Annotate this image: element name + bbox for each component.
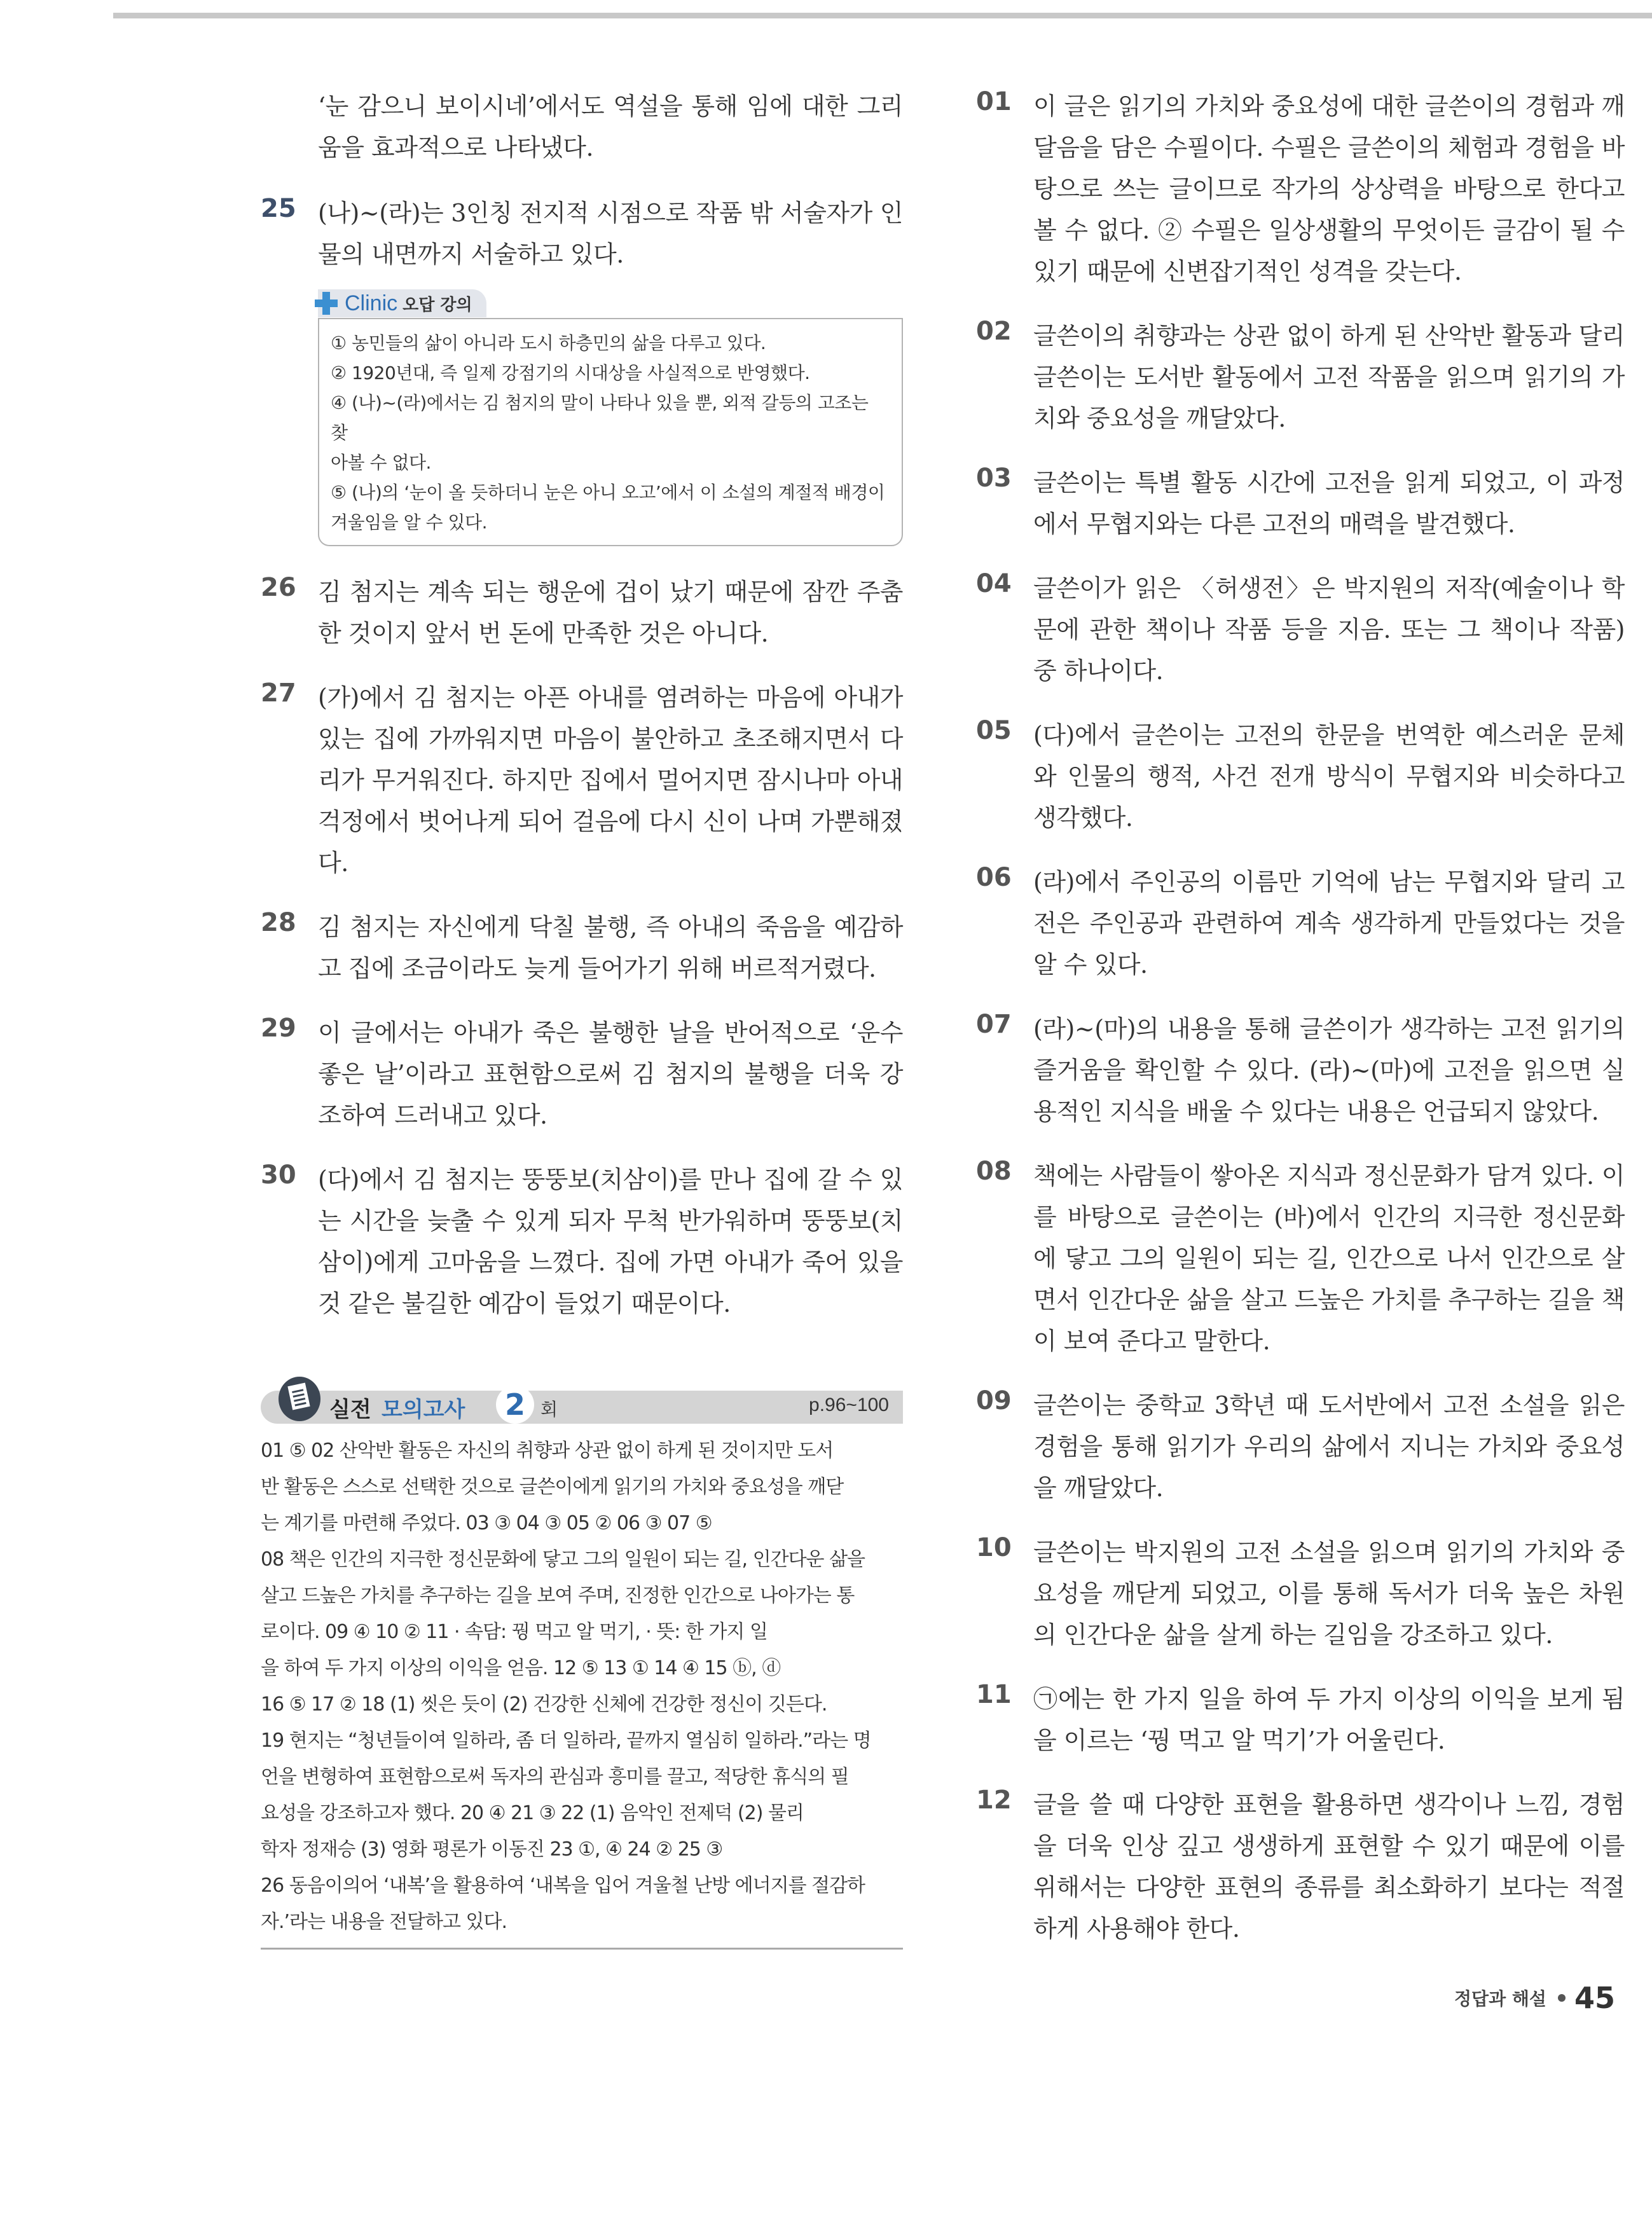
- entry-number: 08: [976, 1157, 1012, 1186]
- clinic-box: [318, 289, 903, 546]
- exam-answer-line: 08 책은 인간의 지극한 정신문화에 닿고 그의 일원이 되는 길, 인간다운 삶을: [261, 1548, 865, 1571]
- entry-number: 03: [976, 464, 1012, 493]
- answer-entry-06: [976, 862, 1625, 986]
- right-column: [976, 86, 1625, 1950]
- entry-number: 29: [261, 1014, 296, 1043]
- entry-number: 25: [261, 194, 296, 223]
- entry-number: 30: [261, 1160, 296, 1190]
- clinic-title: Clinic: [345, 291, 398, 315]
- clinic-line: ② 1920년대, 즉 일제 강점기의 시대상을 사실적으로 반영했다.: [331, 362, 810, 383]
- entry-text: ㉠에는 한 가지 일을 하여 두 가지 이상의 이익을 보게 됨을 이르는 ‘꿩 먹고 알 먹기’가 어울린다.: [1033, 1685, 1625, 1754]
- clinic-line: ① 농민들의 삶이 아니라 도시 하층민의 삶을 다루고 있다.: [331, 333, 766, 354]
- notepad-icon: [279, 1377, 320, 1421]
- exam-answer-line: 16 ⑤ 17 ② 18 (1) 씻은 듯이 (2) 건강한 신체에 건강한 정신이 깃든다.: [261, 1693, 827, 1716]
- intro-text: ‘눈 감으니 보이시네’에서도 역설을 통해 임에 대한 그리움을 효과적으로 나타냈다.: [318, 92, 903, 162]
- entry-text: (라)에서 주인공의 이름만 기억에 남는 무협지와 달리 고전은 주인공과 관련하여 계속 생각하게 만들었다는 것을 알 수 있다.: [1033, 868, 1625, 979]
- intro-paragraph: [261, 86, 903, 169]
- entry-text: (다)에서 김 첨지는 뚱뚱보(치삼이)를 만나 집에 갈 수 있는 시간을 늦출 수 있게 되자 무척 반가워하며 뚱뚱보(치삼이)에게 고마움을 느꼈다. 집에 가면 아내가 죽어 있을 것 같은 불길한 예감이 들었기 때문이다.: [318, 1166, 903, 1318]
- entry-text: (가)에서 김 첨지는 아픈 아내를 염려하는 마음에 아내가 있는 집에 가까워지면 마음이 불안하고 초조해지면서 다리가 무거워진다. 하지만 집에서 멀어지면 잠시나마 아내 걱정에서 벗어나게 되어 걸음에 다시 신이 나며 가뿐해졌다.: [318, 684, 903, 877]
- exam-answer-line: 살고 드높은 가치를 추구하는 길을 보여 주며, 진정한 인간으로 나아가는 통: [261, 1585, 855, 1607]
- entry-text: 글을 쓸 때 다양한 표현을 활용하면 생각이나 느낌, 경험을 더욱 인상 깊고 생생하게 표현할 수 있기 때문에 이를 위해서는 다양한 표현의 종류를 최소화하기 보다는 적절하게 사용해야 한다.: [1033, 1791, 1625, 1943]
- exam-answer-line: 언을 변형하여 표현함으로써 독자의 관심과 흥미를 끌고, 적당한 휴식의 필: [261, 1766, 849, 1788]
- exam-answer-line: 자.’라는 내용을 전달하고 있다.: [261, 1911, 507, 1933]
- answer-entry-05: [976, 715, 1625, 839]
- entry-text: 책에는 사람들이 쌓아온 지식과 정신문화가 담겨 있다. 이를 바탕으로 글쓴이는 (바)에서 인간의 지극한 정신문화에 닿고 그의 일원이 되는 길, 인간으로 나서 인간으로 살면서 인간다운 삶을 살고 드높은 가치를 추구하는 길을 책이 보여 준다고 말한다.: [1033, 1162, 1625, 1355]
- entry-number: 02: [976, 317, 1012, 346]
- exam-answer-line: 을 하여 두 가지 이상의 이익을 얻음. 12 ⑤ 13 ① 14 ④ 15 ⓑ, ⓓ: [261, 1657, 781, 1679]
- practice-exam-answers: [261, 1377, 903, 1950]
- answer-entry-08: [976, 1155, 1625, 1362]
- clinic-subtitle: 오답 강의: [403, 295, 472, 315]
- entry-text: (라)~(마)의 내용을 통해 글쓴이가 생각하는 고전 읽기의 즐거움을 확인할 수 있다. (라)~(마)에 고전을 읽으면 실용적인 지식을 배울 수 있다는 내용은 언급되지 않았다.: [1033, 1015, 1625, 1125]
- answer-entry-27: [261, 677, 903, 884]
- clinic-tab: [318, 289, 486, 317]
- answer-entry-10: [976, 1532, 1625, 1656]
- answer-entry-04: [976, 568, 1625, 692]
- exam-suffix: 회: [540, 1399, 558, 1420]
- entry-number: 01: [976, 87, 1012, 116]
- clinic-line: ④ (나)~(라)에서는 김 첨지의 말이 나타나 있을 뿐, 외적 갈등의 고조는 찾: [331, 392, 869, 443]
- entry-number: 28: [261, 908, 296, 937]
- entry-text: 글쓴이가 읽은 〈허생전〉은 박지원의 저작(예술이나 학문에 관한 책이나 작품 등을 지음. 또는 그 책이나 작품) 중 하나이다.: [1033, 574, 1625, 685]
- entry-number: 07: [976, 1010, 1012, 1039]
- entry-text: 이 글에서는 아내가 죽은 불행한 날을 반어적으로 ‘운수 좋은 날’이라고 표현함으로써 김 첨지의 불행을 더욱 강조하여 드러내고 있다.: [318, 1019, 903, 1129]
- exam-number: 2: [496, 1386, 534, 1424]
- entry-text: 김 첨지는 자신에게 닥칠 불행, 즉 아내의 죽음을 예감하고 집에 조금이라도 늦게 들어가기 위해 버르적거렸다.: [318, 913, 903, 982]
- entry-text: 글쓴이의 취향과는 상관 없이 하게 된 산악반 활동과 달리 글쓴이는 도서반 활동에서 고전 작품을 읽으며 읽기의 가치와 중요성을 깨달았다.: [1033, 322, 1625, 432]
- exam-answer-line: 로이다. 09 ④ 10 ② 11 · 속담: 꿩 먹고 알 먹기, · 뜻: 한 가지 일: [261, 1621, 767, 1643]
- exam-answer-line: 요성을 강조하고자 했다. 20 ④ 21 ③ 22 (1) 음악인 전제덕 (2) 물리: [261, 1802, 804, 1824]
- exam-answer-line: 26 동음이의어 ‘내복’을 활용하여 ‘내복을 입어 겨울철 난방 에너지를 절감하: [261, 1875, 865, 1897]
- answer-entry-03: [976, 462, 1625, 545]
- exam-name: 모의고사: [382, 1397, 465, 1422]
- answer-entry-01: [976, 86, 1625, 293]
- exam-answer-line: 반 활동은 스스로 선택한 것으로 글쓴이에게 읽기의 가치와 중요성을 깨닫: [261, 1476, 844, 1498]
- clinic-line: ⑤ (나)의 ‘눈이 올 듯하더니 눈은 아니 오고’에서 이 소설의 계절적 배경이: [331, 482, 885, 503]
- bullet-icon: [1558, 1994, 1566, 2002]
- answer-entry-02: [976, 315, 1625, 439]
- entry-number: 09: [976, 1386, 1012, 1415]
- plus-icon: [313, 290, 340, 317]
- entry-number: 06: [976, 863, 1012, 892]
- entry-text: 글쓴이는 박지원의 고전 소설을 읽으며 읽기의 가치와 중요성을 깨닫게 되었고, 이를 통해 독서가 더욱 높은 차원의 인간다운 삶을 살게 하는 길임을 강조하고 있다.: [1033, 1538, 1625, 1649]
- entry-text: 이 글은 읽기의 가치와 중요성에 대한 글쓴이의 경험과 깨달음을 담은 수필이다. 수필은 글쓴이의 체험과 경험을 바탕으로 쓰는 글이므로 작가의 상상력을 바탕으로 한다고 볼 수 없다. ② 수필은 일상생활의 무엇이든 글감이 될 수 있기 때문에 신변잡기적인 성격을 갖는다.: [1033, 92, 1625, 286]
- clinic-content: [318, 318, 903, 546]
- answer-entry-28: [261, 907, 903, 989]
- answer-entry-07: [976, 1008, 1625, 1132]
- answer-entry-30: [261, 1159, 903, 1325]
- exam-header: [261, 1377, 903, 1428]
- exam-answer-line: 는 계기를 마련해 주었다. 03 ③ 04 ③ 05 ② 06 ③ 07 ⑤: [261, 1512, 712, 1534]
- entry-text: 글쓴이는 특별 활동 시간에 고전을 읽게 되었고, 이 과정에서 무협지와는 다른 고전의 매력을 발견했다.: [1033, 469, 1625, 538]
- entry-number: 05: [976, 716, 1012, 745]
- entry-number: 04: [976, 569, 1012, 598]
- entry-number: 12: [976, 1786, 1012, 1815]
- page-footer: [1454, 1981, 1615, 2015]
- page-number: 45: [1574, 1981, 1615, 2015]
- exam-label: 실전: [329, 1397, 371, 1422]
- entry-text: 김 첨지는 계속 되는 행운에 겁이 났기 때문에 잠깐 주춤한 것이지 앞서 번 돈에 만족한 것은 아니다.: [318, 578, 903, 647]
- answer-entry-11: [976, 1679, 1625, 1761]
- entry-text: 글쓴이는 중학교 3학년 때 도서반에서 고전 소설을 읽은 경험을 통해 읽기가 우리의 삶에서 지니는 가치와 중요성을 깨달았다.: [1033, 1391, 1625, 1502]
- exam-answer-line: 01 ⑤ 02 산악반 활동은 자신의 취향과 상관 없이 하게 된 것이지만 도서: [261, 1440, 834, 1462]
- clinic-line: 아볼 수 없다.: [331, 452, 431, 473]
- answer-entry-09: [976, 1385, 1625, 1509]
- entry-number: 27: [261, 678, 296, 708]
- exam-page-range: p.96~100: [809, 1394, 889, 1415]
- exam-answer-line: 19 현지는 “청년들이여 일하라, 좀 더 일하라, 끝까지 열심히 일하라.”라는 명: [261, 1730, 871, 1752]
- clinic-line: 겨울임을 알 수 있다.: [331, 512, 487, 533]
- entry-text: (다)에서 글쓴이는 고전의 한문을 번역한 예스러운 문체와 인물의 행적, 사건 전개 방식이 무협지와 비슷하다고 생각했다.: [1033, 721, 1625, 832]
- entry-number: 11: [976, 1680, 1012, 1709]
- answer-entry-12: [976, 1784, 1625, 1950]
- answer-entry-26: [261, 572, 903, 654]
- answer-entry-29: [261, 1012, 903, 1136]
- top-rule: [113, 13, 1652, 18]
- answer-entry-25: [261, 193, 903, 275]
- left-column: [261, 86, 903, 1325]
- footer-label: 정답과 해설: [1454, 1988, 1546, 2009]
- exam-answer-line: 학자 정재승 (3) 영화 평론가 이동진 23 ①, ④ 24 ② 25 ③: [261, 1838, 723, 1861]
- entry-text: (나)~(라)는 3인칭 전지적 시점으로 작품 밖 서술자가 인물의 내면까지 서술하고 있다.: [318, 199, 903, 268]
- entry-number: 26: [261, 573, 296, 602]
- exam-answer-list: [261, 1428, 903, 1950]
- entry-number: 10: [976, 1533, 1012, 1562]
